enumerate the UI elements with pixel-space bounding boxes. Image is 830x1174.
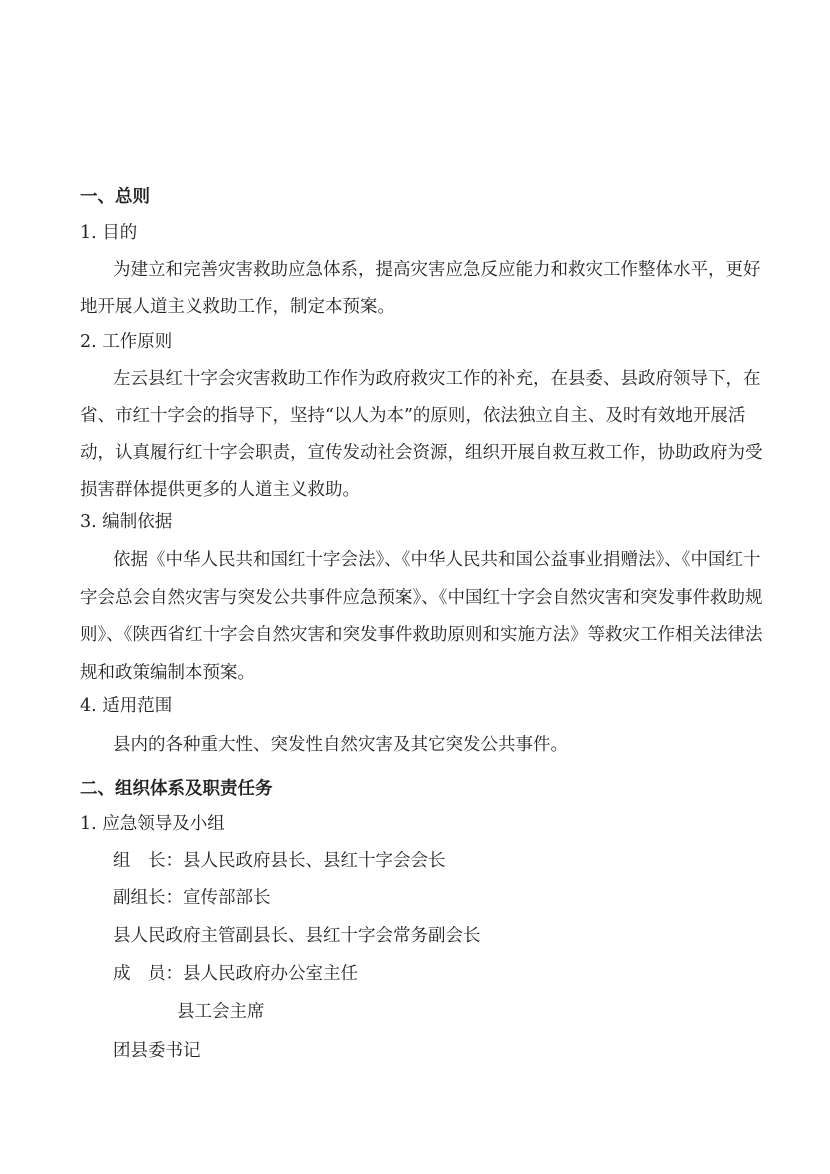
subsection-title: 3. 编制依据 bbox=[80, 512, 173, 532]
subsection-title: 1. 应急领导及小组 bbox=[80, 814, 225, 834]
member-line: 组 长：县人民政府县长、县红十字会会长 bbox=[113, 851, 446, 871]
paragraph-line: 字会总会自然灾害与突发公共事件应急预案》、《中国红十字会自然灾害和突发事件救助规 bbox=[80, 588, 763, 608]
paragraph-line: 左云县红十字会灾害救助工作作为政府救灾工作的补充，在县委、县政府领导下，在 bbox=[113, 369, 761, 389]
member-line: 团县委书记 bbox=[113, 1041, 201, 1061]
section-heading: 一、总则 bbox=[80, 187, 150, 207]
paragraph-line: 省、市红十字会的指导下，坚持“以人为本”的原则，依法独立自主、及时有效地开展活 bbox=[80, 406, 746, 426]
subsection-title: 4. 适用范围 bbox=[80, 696, 173, 716]
paragraph-line: 县内的各种重大性、突发性自然灾害及其它突发公共事件。 bbox=[113, 735, 568, 755]
member-line: 县人民政府主管副县长、县红十字会常务副会长 bbox=[113, 926, 481, 946]
paragraph-line: 损害群体提供更多的人道主义救助。 bbox=[80, 480, 360, 500]
paragraph-line: 为建立和完善灾害救助应急体系，提高灾害应急反应能力和救灾工作整体水平，更好 bbox=[113, 260, 761, 280]
paragraph-line: 依据《中华人民共和国红十字会法》、《中华人民共和国公益事业捐赠法》、《中国红十 bbox=[113, 550, 761, 570]
paragraph-line: 动，认真履行红十字会职责，宣传发动社会资源，组织开展自救互救工作，协助政府为受 bbox=[80, 443, 763, 463]
subsection-title: 1. 目的 bbox=[80, 223, 138, 243]
paragraph-line: 则》、《陕西省红十字会自然灾害和突发事件救助原则和实施方法》等救灾工作相关法律法 bbox=[80, 625, 763, 645]
member-line: 成 员：县人民政府办公室主任 bbox=[113, 964, 358, 984]
member-line: 县工会主席 bbox=[177, 1002, 265, 1022]
member-line: 副组长：宣传部部长 bbox=[113, 888, 271, 908]
section-heading: 二、组织体系及职责任务 bbox=[80, 779, 273, 799]
paragraph-line: 规和政策编制本预案。 bbox=[80, 663, 255, 683]
subsection-title: 2. 工作原则 bbox=[80, 332, 173, 352]
paragraph-line: 地开展人道主义救助工作，制定本预案。 bbox=[80, 297, 395, 317]
